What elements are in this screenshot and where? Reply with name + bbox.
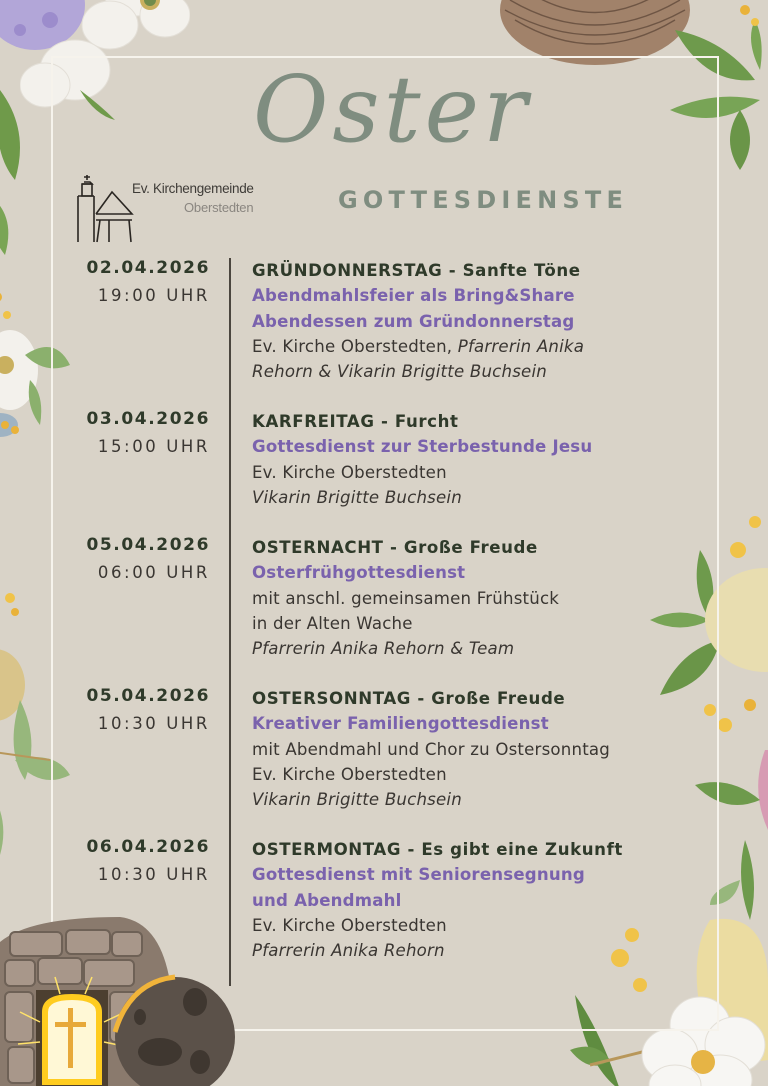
green-leaves-icon <box>0 90 50 260</box>
event-heading: OSTERSONNTAG - Große Freude <box>252 689 566 708</box>
event-location: Ev. Kirche Oberstedten <box>252 462 447 482</box>
event-service: Abendessen zum Gründonnerstag <box>252 311 575 331</box>
event-service: Gottesdienst mit Seniorensegnung <box>252 865 586 885</box>
event-info <box>252 837 712 963</box>
event-info <box>252 258 712 384</box>
event-time: 19:00 UHR <box>97 286 210 305</box>
event-clergy: Pfarrerin Anika Rehorn <box>252 941 445 961</box>
event-clergy: Pfarrerin Anika <box>457 336 585 356</box>
event-clergy: Vikarin Brigitte Buchsein <box>252 790 462 810</box>
event-location: Ev. Kirche Oberstedten <box>252 764 447 784</box>
event-clergy: Rehorn & Vikarin Brigitte Buchsein <box>252 362 547 382</box>
event-location: in der Alten Wache <box>252 613 413 633</box>
logo-line-2: Oberstedten <box>184 200 254 215</box>
event-heading: OSTERMONTAG - Es gibt eine Zukunft <box>252 840 623 859</box>
event-service: Abendmahlsfeier als Bring&Share <box>252 286 575 306</box>
event-heading: GRÜNDONNERSTAG - Sanfte Töne <box>252 261 581 280</box>
event-clergy: Pfarrerin Anika Rehorn & Team <box>252 639 515 659</box>
event-time: 10:30 UHR <box>97 865 210 884</box>
event-detail: mit Abendmahl und Chor zu Ostersonntag <box>252 739 611 759</box>
event-time: 06:00 UHR <box>97 563 210 582</box>
event-info <box>252 409 712 510</box>
event-date: 02.04.2026 <box>86 258 210 278</box>
subtitle: GOTTESDIENSTE <box>338 186 629 214</box>
event-service: Kreativer Familiengottesdienst <box>252 714 549 734</box>
logo-line-1: Ev. Kirchengemeinde <box>132 181 254 196</box>
event-heading: OSTERNACHT - Große Freude <box>252 538 538 557</box>
event-service: Osterfrühgottesdienst <box>252 563 466 583</box>
event-location: Ev. Kirche Oberstedten, <box>252 336 458 356</box>
event-info <box>252 686 712 812</box>
event-date: 05.04.2026 <box>86 535 210 555</box>
event-location: Ev. Kirche Oberstedten <box>252 915 447 935</box>
event-date: 05.04.2026 <box>86 686 210 706</box>
event-time: 15:00 UHR <box>97 437 210 456</box>
event-heading: KARFREITAG - Furcht <box>252 412 459 431</box>
event-service: und Abendmahl <box>252 890 402 910</box>
event-service: Gottesdienst zur Sterbestunde Jesu <box>252 437 593 457</box>
event-time: 10:30 UHR <box>97 714 210 733</box>
event-detail: mit anschl. gemeinsamen Frühstück <box>252 588 560 608</box>
title-script: Oster <box>253 56 532 163</box>
vertical-divider <box>229 258 231 986</box>
event-date: 06.04.2026 <box>86 837 210 857</box>
empty-tomb-cross-icon <box>0 912 240 1086</box>
event-clergy: Vikarin Brigitte Buchsein <box>252 487 462 507</box>
event-date: 03.04.2026 <box>86 409 210 429</box>
church-logo <box>74 172 274 246</box>
church-sketch-icon <box>74 172 136 244</box>
event-info <box>252 535 712 661</box>
